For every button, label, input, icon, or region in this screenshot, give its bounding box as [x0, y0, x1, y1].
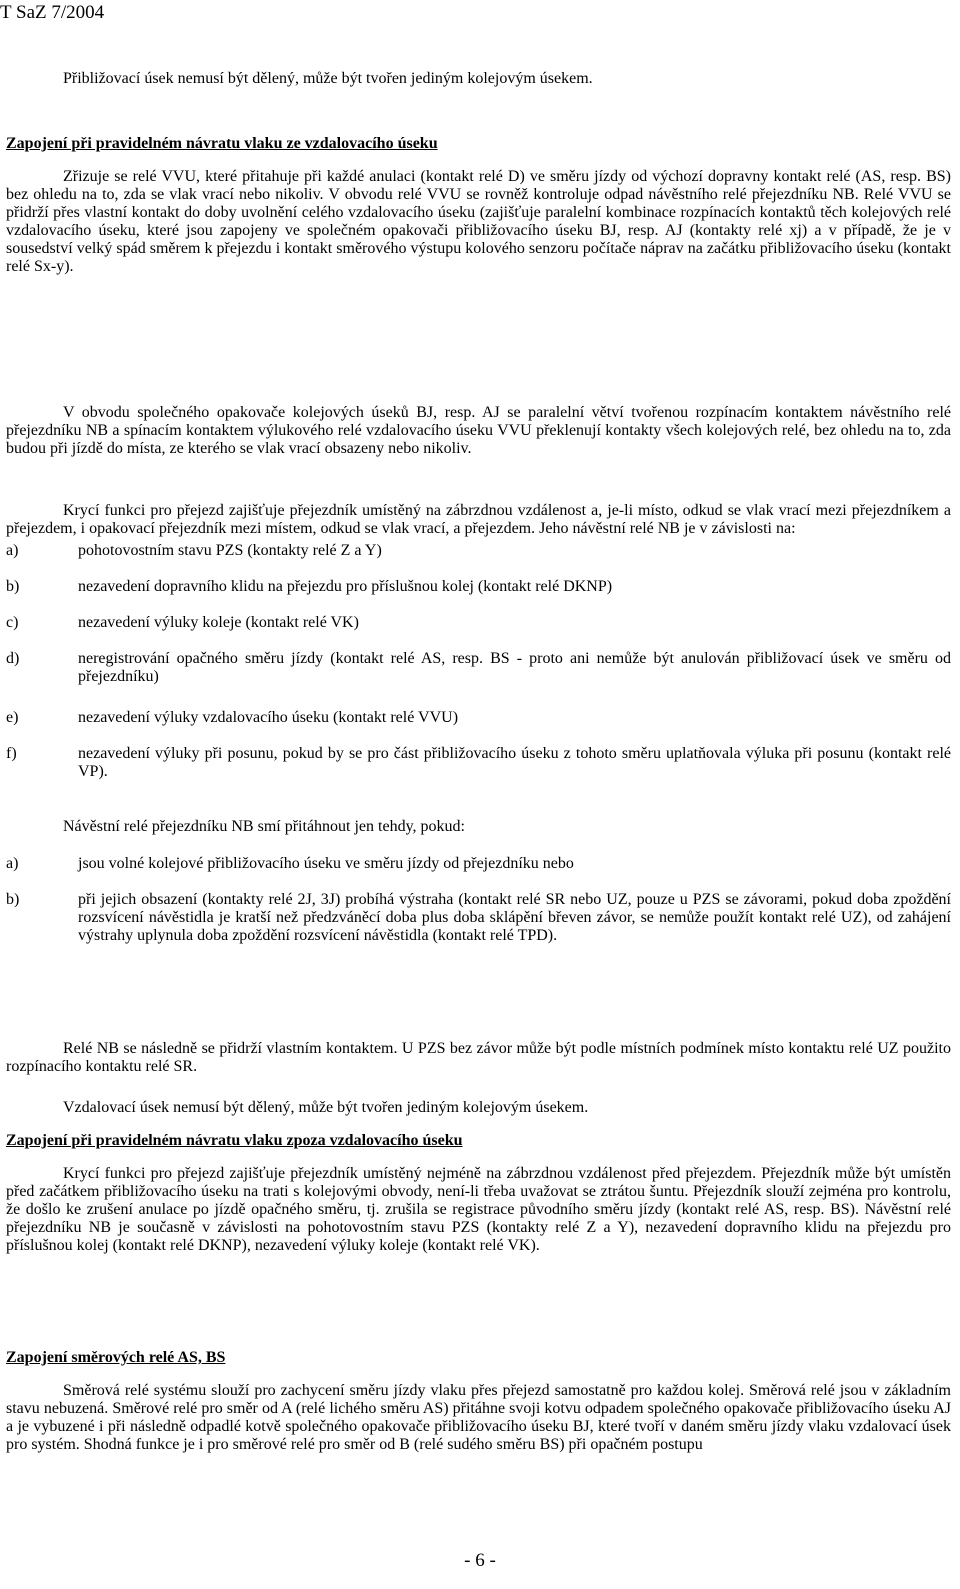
paragraph: Vzdalovací úsek nemusí být dělený, může být tvořen jediným kolejovým úsekem. — [63, 1099, 589, 1116]
paragraph: Zřizuje se relé VVU, které přitahuje při každé anulaci (kontakt relé D) ve směru jízdy od výchozí dopravny kontakt relé (AS, resp. BS) bez ohledu na to, zda se vlak vrací nebo nikoliv. V obvodu relé VVU se rovněž kontroluje odpad návěstního relé přejezdníku NB. Relé VVU se přidrží přes vlastní kontakt do doby uvolnění celého vzdalovacího úseku (zajišťuje paralelní kombinace rozpínacích kontaktů těch kolejových relé vzdalovacího úseku, které jsou zapojeny ve společném opakovači přibližovacího úseku BJ, resp. AJ (kontakty relé xj) a v případě, že je v sousedství velký spád směrem k přejezdu i kontakt směrového výstupu kolového senzoru počítače náprav na začátku přibližovacího úseku (kontakt relé Sx-y). — [6, 168, 951, 275]
list-item — [6, 855, 951, 873]
list-item — [6, 614, 951, 632]
list-item-text: nezavedení výluky koleje (kontakt relé VK) — [78, 614, 359, 631]
paragraph: Relé NB se následně se přidrží vlastním kontaktem. U PZS bez závor může být podle místních podmínek místo kontaktu relé UZ použito rozpínacího kontaktu relé SR. — [6, 1040, 951, 1075]
list-marker: f) — [6, 745, 17, 762]
list-item — [6, 542, 951, 560]
paragraph: Směrová relé systému slouží pro zachycení směru jízdy vlaku přes přejezd samostatně pro každou kolej. Směrová relé jsou v základním stavu nebuzená. Směrové relé pro směr od A (relé lichého směru AS) přitáhne svoji kotvu odpadem společného opakovače přibližovacího úseku AJ a je vybuzené i při následně odpadlé kotvě společného opakovače přibližovacího úseku BJ, které tvoří v daném směru jízdy vlaku vzdalovací úsek pro systém. Shodná funkce je i pro směrové relé pro směr od B (relé sudého směru BS) při opačném postupu — [6, 1382, 951, 1453]
list-item — [6, 650, 951, 686]
paragraph: Krycí funkci pro přejezd zajišťuje přejezdník umístěný na zábrzdnou vzdálenost a, je-li místo, odkud se vlak vrací mezi přejezdníkem a přejezdem, i opakovací přejezdník mezi místem, odkud se vlak vrací, a přejezdem. Jeho návěstní relé NB je v závislosti na: — [6, 502, 951, 537]
paragraph: V obvodu společného opakovače kolejových úseků BJ, resp. AJ se paralelní větví tvořenou rozpínacím kontaktem návěstního relé přejezdníku NB a spínacím kontaktem výlukového relé vzdalovacího úseku VVU překlenují kontakty všech kolejových relé, bez ohledu na to, zda budou při jízdě do místa, ze kterého se vlak vrací obsazeny nebo nikoliv. — [6, 404, 951, 457]
list-item-text: při jejich obsazení (kontakty relé 2J, 3J) probíhá výstraha (kontakt relé SR nebo UZ, pouze u PZS se závorami, pokud doba zpoždění rozsvícení návěstidla je kratší než předzváněcí doba plus doba sklápění břeven závor, se nemůže použít kontakt relé UZ), od zahájení výstrahy uplynula doba zpoždění rozsvícení návěstidla (kontakt relé TPD). — [78, 891, 951, 944]
list-item-text: jsou volné kolejové přibližovacího úseku ve směru jízdy od přejezdníku nebo — [78, 855, 574, 872]
list-marker: a) — [6, 855, 19, 872]
list-item — [6, 745, 951, 781]
list-item-text: pohotovostním stavu PZS (kontakty relé Z a Y) — [78, 542, 382, 559]
list-item — [6, 891, 951, 945]
document-code: T SaZ 7/2004 — [0, 2, 105, 23]
page-number: - 6 - — [464, 1550, 496, 1571]
list-marker: c) — [6, 614, 19, 631]
section-heading: Zapojení směrových relé AS, BS — [6, 1349, 226, 1366]
list-marker: d) — [6, 650, 20, 667]
list-item-text: nezavedení dopravního klidu na přejezdu pro příslušnou kolej (kontakt relé DKNP) — [78, 578, 613, 595]
paragraph: Přibližovací úsek nemusí být dělený, může být tvořen jediným kolejovým úsekem. — [63, 70, 593, 87]
list-marker: b) — [6, 891, 20, 908]
section-heading: Zapojení při pravidelném návratu vlaku ze vzdalovacího úseku — [6, 135, 438, 152]
list-marker: e) — [6, 709, 19, 726]
list-marker: b) — [6, 578, 20, 595]
paragraph: Krycí funkci pro přejezd zajišťuje přejezdník umístěný nejméně na zábrzdnou vzdálenost před přejezdem. Přejezdník může být umístěn před začátkem přibližovacího úseku na trati s kolejovými obvody, není-li třeba uvažovat se ztrátou šuntu. Přejezdník slouží zejména pro kontrolu, že došlo ke zrušení anulace po jízdě opačného směru, tj. zrušila se registrace původního směru jízdy (kontakt relé AS, resp. BS). Návěstní relé přejezdníku NB je současně v závislosti na pohotovostním stavu PZS (kontakty relé Z a Y), nezavedení dopravního klidu na přejezdu pro příslušnou kolej (kontakt relé DKNP), nezavedení výluky koleje (kontakt relé VK). — [6, 1165, 951, 1254]
list-item-text: nezavedení výluky při posunu, pokud by se pro část přibližovacího úseku z tohoto směru uplatňovala výluka při posunu (kontakt relé VP). — [78, 745, 951, 780]
list-item — [6, 709, 951, 727]
list-marker: a) — [6, 542, 19, 559]
section-heading: Zapojení při pravidelném návratu vlaku zpoza vzdalovacího úseku — [6, 1132, 463, 1149]
list-item — [6, 578, 951, 596]
list-item-text: nezavedení výluky vzdalovacího úseku (kontakt relé VVU) — [78, 709, 459, 726]
paragraph: Návěstní relé přejezdníku NB smí přitáhnout jen tehdy, pokud: — [63, 818, 465, 835]
list-item-text: neregistrování opačného směru jízdy (kontakt relé AS, resp. BS - proto ani nemůže být anulován přibližovací úsek ve směru od přejezdníku) — [78, 650, 951, 685]
